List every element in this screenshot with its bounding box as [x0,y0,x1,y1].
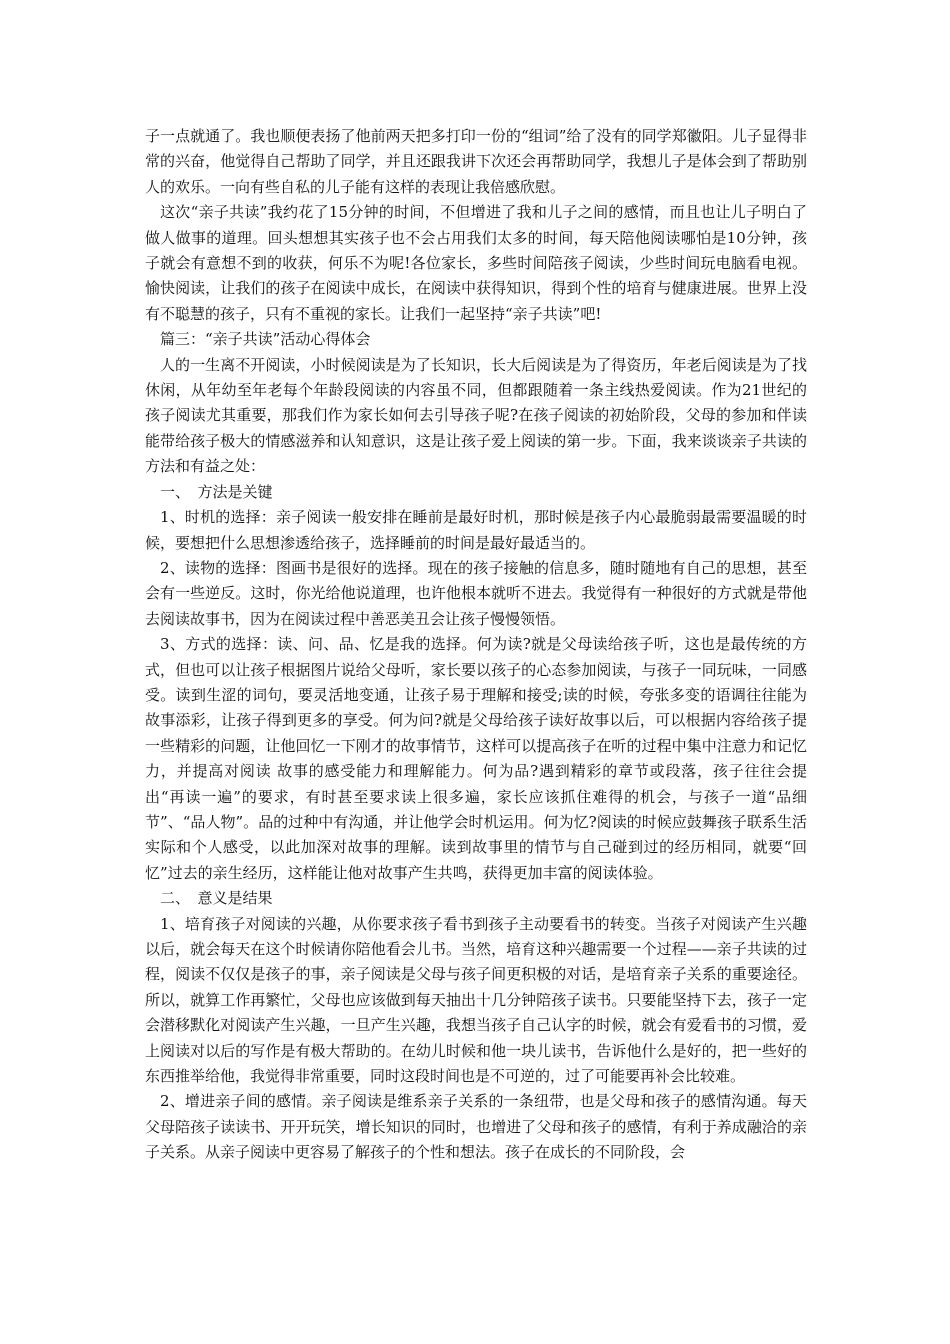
article-title: 篇三：“亲子共读”活动心得体会 [160,330,371,349]
paragraph-method-approach: 3、方式的选择：读、问、品、忆是我的选择。何为读?就是父母读给孩子听，这也是最传统的方式，但也可以让孩子根据图片说给父母听，家长要以孩子的心态参加阅读，与孩子一同玩味，一同感受。读到生涩的词句，要灵活地变通，让孩子易于理解和接受;读的时候，夸张多变的语调往往能为故事添彩，让孩子得到更多的享受。何为问?就是父母给孩子读好故事以后，可以根据内容给孩子提一些精彩的问题，让他回忆一下刚才的故事情节，这样可以提高孩子在听的过程中集中注意力和记忆力，并提高对阅读 故事的感受能力和理解能力。何为品?遇到精彩的章节或段落，孩子往往会提出“再读一遍”的要求，有时甚至要求读上很多遍，家长应该抓住难得的机会，与孩子一道“品细节”、“品人物”。品的过种中有沟通，并让他学会时机运用。何为忆?阅读的时候应鼓舞孩子联系生活实际和个人感受，以此加深对故事的理解。读到故事里的情节与自己碰到过的经历相同，就要“回忆”过去的亲生经历，这样能让他对故事产生共鸣，获得更加丰富的阅读体验。 [145,635,807,882]
paragraph-intro: 人的一生离不开阅读，小时候阅读是为了长知识，长大后阅读是为了得资历，年老后阅读是为了找休闲，从年幼至年老每个年龄段阅读的内容虽不同，但都跟随着一条主线热爱阅读。作为21世纪的孩子阅读尤其重要，那我们作为家长如何去引导孩子呢?在孩子阅读的初始阶段，父母的参加和伴读能带给孩子极大的情感滋养和认知意识，这是让孩子爱上阅读的第一步。下面，我来谈谈亲子共读的方法和有益之处： [145,355,807,476]
section-heading-meaning: 二、 意义是结果 [160,889,273,908]
paragraph-meaning-interest: 1、培育孩子对阅读的兴趣，从你要求孩子看书到孩子主动要看书的转变。当孩子对阅读产生兴趣以后，就会每天在这个时候请你陪他看会儿书。当然，培育这种兴趣需要一个过程——亲子共读的过程，阅读不仅仅是孩子的事，亲子阅读是父母与孩子间更积极的对话，是培育亲子关系的重要途径。所以，就算工作再繁忙，父母也应该做到每天抽出十几分钟陪孩子读书。只要能坚持下去，孩子一定会潜移默化对阅读产生兴趣，一旦产生兴趣，我想当孩子自己认字的时候，就会有爱看书的习惯，爱上阅读对以后的写作是有极大帮助的。在幼儿时候和他一块儿读书，告诉他什么是好的，把一些好的东西推举给他，我觉得非常重要，同时这段时间也是不可逆的，过了可能要再补会比较难。 [145,914,807,1086]
document-body [145,124,807,1166]
paragraph-reading-time: 这次“亲子共读”我约花了15分钟的时间，不但增进了我和儿子之间的感情，而且也让儿子明白了做人做事的道理。回头想想其实孩子也不会占用我们太多的时间，每天陪他阅读哪怕是10分钟，孩子就会有意想不到的收获，何乐不为呢!各位家长，多些时间陪孩子阅读，少些时间玩电脑看电视。愉快阅读，让我们的孩子在阅读中成长，在阅读中获得知识，得到个性的培育与健康进展。世界上没有不聪慧的孩子，只有不重视的家长。让我们一起坚持“亲子共读”吧! [145,203,807,323]
paragraph-continuation: 子一点就通了。我也顺便表扬了他前两天把多打印一份的“组词”给了没有的同学郑徽阳。儿子显得非常的兴奋，他觉得自己帮助了同学，并且还跟我讲下次还会再帮助同学，我想儿子是体会到了帮助别人的欢乐。一向有些自私的儿子能有这样的表现让我倍感欣慰。 [145,127,807,196]
paragraph-method-materials: 2、读物的选择：图画书是很好的选择。现在的孩子接触的信息多，随时随地有自己的思想，甚至会有一些逆反。这时，你光给他说道理，也许他根本就听不进去。我觉得有一种很好的方式就是带他去阅读故事书，因为在阅读过程中善恶美丑会让孩子慢慢领悟。 [145,558,807,628]
paragraph-method-timing: 1、时机的选择：亲子阅读一般安排在睡前是最好时机，那时候是孩子内心最脆弱最需要温暖的时候，要想把什么思想渗透给孩子，选择睡前的时间是最好最适当的。 [145,508,807,552]
section-heading-methods: 一、 方法是关键 [160,482,273,501]
paragraph-meaning-bond: 2、增进亲子间的感情。亲子阅读是维系亲子关系的一条纽带，也是父母和孩子的感情沟通。每天父母陪孩子读读书、开开玩笑，增长知识的同时，也增进了父母和孩子的感情，有利于养成融洽的亲子关系。从亲子阅读中更容易了解孩子的个性和想法。孩子在成长的不同阶段，会 [145,1092,807,1162]
